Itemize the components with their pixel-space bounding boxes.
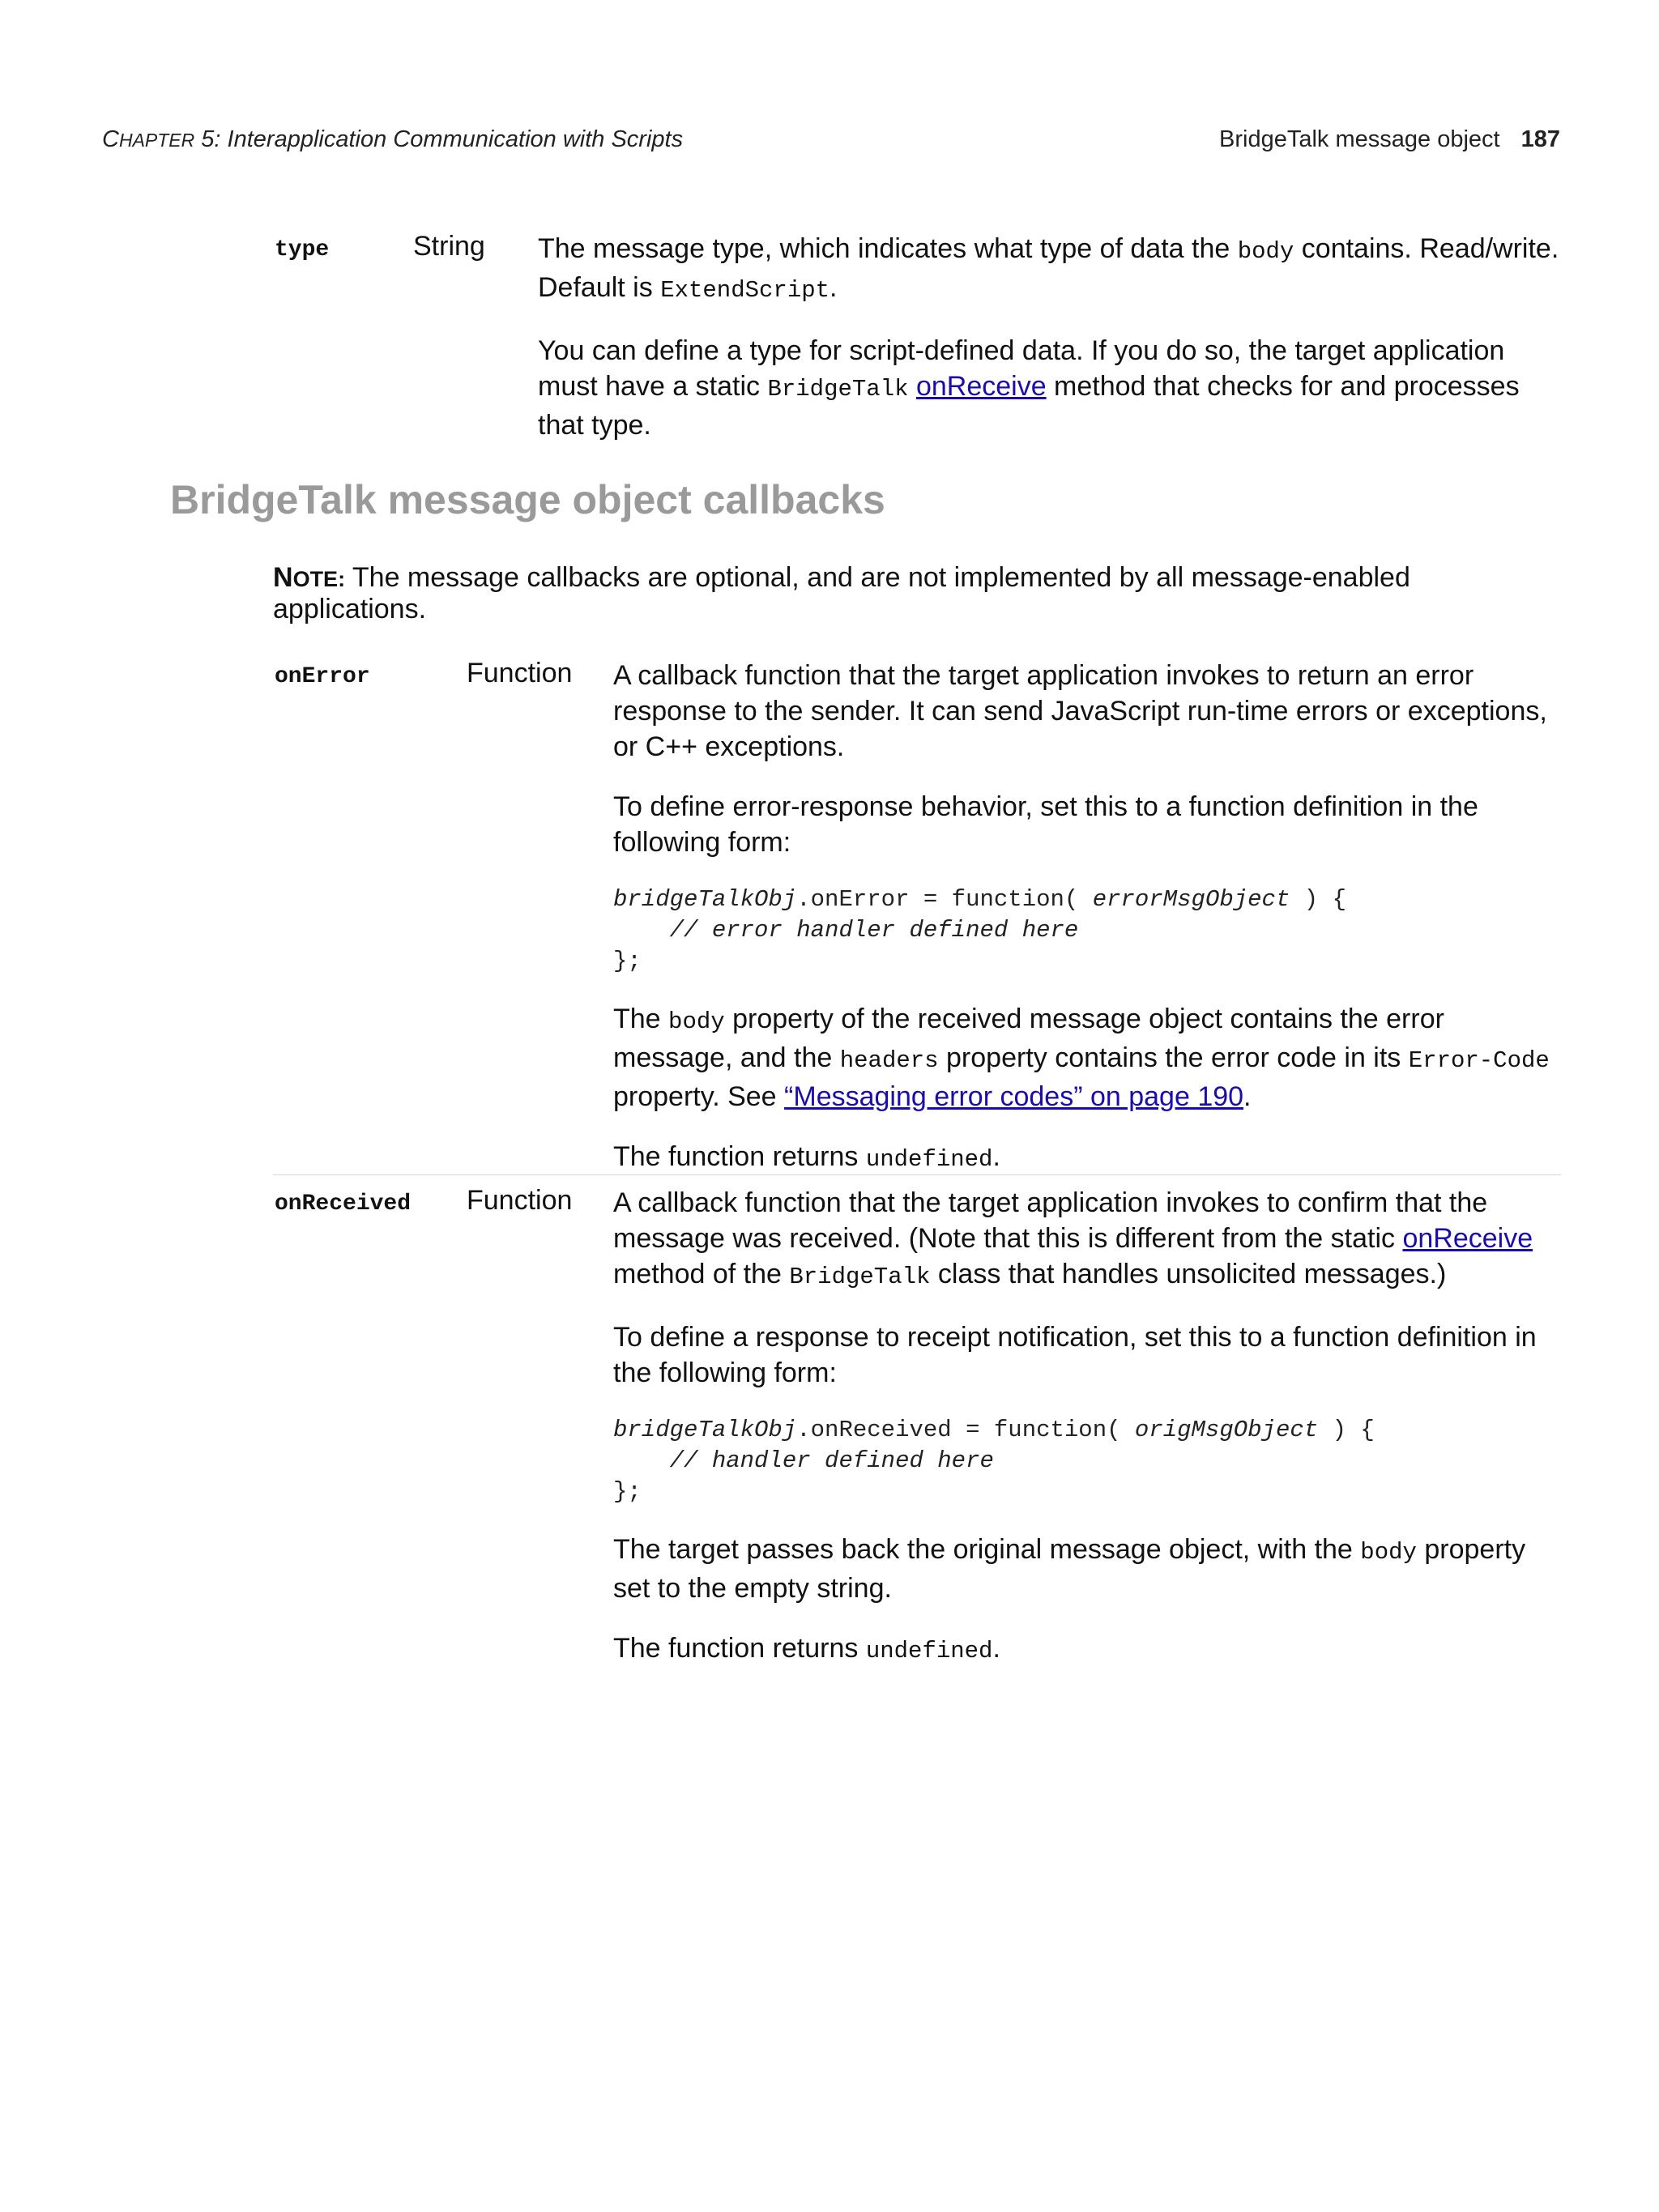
property-type: Function [467, 1185, 573, 1216]
property-name: type [275, 237, 330, 262]
property-type: Function [467, 658, 573, 688]
onreceive-link[interactable]: onReceive [915, 371, 1047, 402]
page-number: 187 [1520, 126, 1560, 152]
code-sample: bridgeTalkObj.onError = function( errorMsgObject ) { // error handler defined here }; [613, 886, 1346, 974]
description-paragraph: The function returns undefined. [613, 1633, 1000, 1664]
property-description [613, 658, 1561, 1178]
running-header [102, 126, 1560, 159]
description-paragraph: The function returns undefined. [613, 1141, 1000, 1173]
table-row-type [273, 221, 1561, 444]
property-description [538, 231, 1561, 443]
section-title: BridgeTalk message object [1219, 126, 1500, 152]
header-right [1219, 126, 1560, 153]
property-table-top [273, 221, 1561, 444]
chapter-title: CHAPTER 5: Interapplication Communication with Scripts [102, 126, 684, 152]
description-paragraph: To define a response to receipt notification, set this to a function definition in the following form: [613, 1322, 1537, 1388]
description-paragraph: You can define a type for script-defined data. If you do so, the target application must have a static BridgeTalk onReceive method that checks for and processes that type. [538, 335, 1520, 441]
callbacks-table [273, 648, 1561, 1677]
description-paragraph: A callback function that the target application invokes to confirm that the message was received. (Note that this is different from the static onReceive method of the BridgeTalk class that handles unsolicited messages.) [613, 1187, 1533, 1290]
code-sample: bridgeTalkObj.onReceived = function( origMsgObject ) { // handler defined here }; [613, 1417, 1375, 1505]
note-text: The message callbacks are optional, and are not implemented by all message-enabled applications. [273, 562, 1410, 624]
onreceive-link[interactable]: onReceive [1402, 1223, 1533, 1254]
table-row-onreceived [273, 1175, 1561, 1677]
property-description [613, 1185, 1561, 1669]
section-heading: BridgeTalk message object callbacks [170, 477, 885, 522]
description-paragraph: The body property of the received message object contains the error message, and the headers property contains the error code in its Error-Code property. See “Messaging error codes” on page 190. [613, 1004, 1550, 1112]
description-paragraph: The message type, which indicates what type of data the body contains. Read/write. Default is ExtendScript. [538, 233, 1559, 304]
description-paragraph: A callback function that the target application invokes to return an error response to the sender. It can send JavaScript run-time errors or exceptions, or C++ exceptions. [613, 660, 1547, 762]
note [273, 562, 1569, 625]
table-row-onerror [273, 648, 1561, 1175]
description-paragraph: The target passes back the original message object, with the body property set to the empty string. [613, 1534, 1526, 1604]
property-type: String [413, 231, 485, 262]
property-name: onReceived [275, 1191, 412, 1217]
description-paragraph: To define error-response behavior, set this to a function definition in the following form: [613, 791, 1478, 858]
note-label: NOTE: [273, 562, 346, 593]
messaging-error-codes-link[interactable]: “Messaging error codes” on page 190 [784, 1081, 1244, 1112]
property-name: onError [275, 664, 370, 689]
